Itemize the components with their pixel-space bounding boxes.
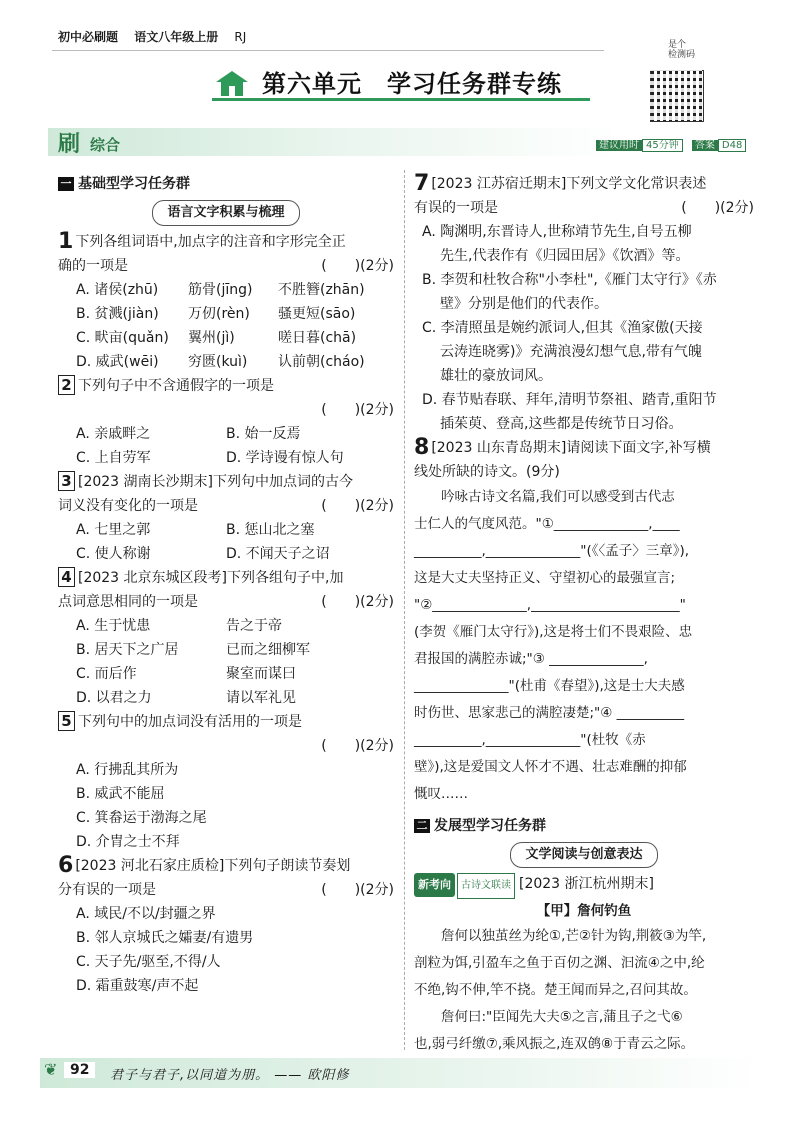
series-name: 初中必刷题: [58, 30, 119, 44]
leaf-icon: ❦: [44, 1060, 58, 1079]
unit-title: 第六单元 学习任务群专练: [262, 70, 562, 98]
book-name: 语文八年级上册: [134, 30, 219, 44]
section-name: 综合: [90, 136, 121, 154]
column-divider: [404, 170, 406, 1050]
fill-in-passage: 吟咏古诗文名篇,我们可以感受到古代志 士仁人的气度风范。"①______________,____ __________,______________"(《〈孟子〉三章》), 这是大丈夫坚持正义、守望初心的最强宣言; "②______________,______________________" (李贺《雁门太守行》),这是将士们不畏艰险、忠 君报国的满腔赤诚;"③ ______________, ______________"(杜甫《春望》),这是士大夫感 时伤世、思家悲己的满腔凄楚;"④ __________ __________,______________"(杜牧《赤 壁》),这是爱国文人怀才不遇、壮志难酬的抑郁 慨叹……: [414, 489, 693, 802]
question-4: 4 [2023 北京东城区段考]下列各组句子中,加 点词意思相同的一项是 ( )(2分) A. 生于忧患 告之于帝 B. 居天下之广居 已而之细柳军 C. 而后作 聚室而谋曰 D. 以君之力 请以军礼见: [58, 568, 394, 706]
edition: RJ: [234, 30, 247, 44]
subheading-2: 文学阅读与创意表达: [414, 842, 754, 868]
section-brush-label: 刷: [58, 132, 81, 157]
house-icon: [212, 68, 252, 98]
time-info: 建议用时 45分钟 答案 D48: [596, 136, 752, 151]
page-number: 92: [64, 1062, 95, 1078]
group-heading-1: 一 基础型学习任务群: [58, 172, 394, 196]
qr-code-overlay: [650, 70, 702, 120]
left-column: [58, 172, 394, 998]
question-3: 3 [2023 湖南长沙期末]下列句中加点词的古今 词义没有变化的一项是 ( )(2分) A. 七里之郭 B. 惩山北之塞 C. 使人称谢 D. 不闻天子之诏: [58, 472, 394, 562]
question-2: 2 下列句子中不含通假字的一项是 ( )(2分) A. 亲戚畔之 B. 始一反焉 C. 上自劳军 D. 学诗谩有惊人句: [58, 374, 394, 470]
footer-quote: 君子与君子,以同道为朋。 —— 欧阳修: [110, 1068, 350, 1083]
qr-label: 是个 检测码: [668, 40, 696, 60]
question-6: 6 [2023 河北石家庄质检]下列句子朗读节奏划 分有误的一项是 ( )(2分) A. 域民/不以/封疆之界 B. 邻人京城氏之孀妻/有遗男 C. 天子先/驱至,不得/人 D. 霜重鼓寒/声不起: [58, 853, 394, 994]
question-7: 7 [2023 江苏宿迁期末]下列文学文化常识表述 有误的一项是 ( )(2分) A. 陶渊明,东晋诗人,世称靖节先生,自号五柳 先生,代表作有《归园田居》《饮酒》等。 B. 李贺和杜牧合称"小李杜",《雁门太守行》《赤 壁》分别是他们的代表作。 C. 李清照虽是婉约派词人,但其《渔家傲(天接 云涛连晓雾)》充满浪漫幻想气息,带有气魄 雄壮的豪放词风。 D. 春节贴春联、拜年,清明节祭祖、踏青,重阳节 插茱萸、登高,这些都是传统节日习俗。: [414, 171, 754, 432]
passage-source: 新考向 古诗文联读 [2023 浙江杭州期末]: [414, 872, 754, 899]
running-header: [58, 28, 258, 45]
question-5: 5 下列句中的加点词没有活用的一项是 ( )(2分) A. 行拂乱其所为 B. 威武不能屈 C. 箕畚运于渤海之尾 D. 介胄之士不拜: [58, 710, 394, 854]
header-rule: [52, 50, 604, 51]
right-column: [414, 172, 754, 1058]
subheading-1: 语言文字积累与梳理: [58, 200, 394, 226]
passage-title: 【甲】詹何钓鱼: [536, 903, 632, 919]
classical-passage: 詹何以独茧丝为纶①,芒②针为钩,荆筱③为竿, 剖粒为饵,引盈车之鱼于百仞之渊、汩流④之中,纶 不绝,钩不伸,竿不挠。楚王闻而异之,召问其故。 詹何曰:"臣闻先大夫⑤之言,蒲且子之弋⑥ 也,弱弓纤缴⑦,乘风振之,连双鸧⑧于青云之际。: [414, 928, 707, 1052]
group-heading-2: 二 发展型学习任务群: [414, 814, 754, 838]
question-1: 1 下列各组词语中,加点字的注音和字形完全正 确的一项是 ( )(2分) A. 诸侯(zhū) 筋骨(jīng) 不胜簪(zhān) B. 贫溅(jiàn) 万仞(rèn) 骚更短(sāo) C. 畎亩(quǎn) 翼州(jì) 嗟日暮(chā) D. 威武(wēi) 穷匮(kuì) 认前朝(cháo): [58, 229, 394, 370]
question-8: 8 [2023 山东青岛期末]请阅读下面文字,补写横 线处所缺的诗文。(9分) 吟咏古诗文名篇,我们可以感受到古代志 士仁人的气度风范。"①______________,____ __________,______________"(《〈孟子〉三章》), 这是大丈夫坚持正义、守望初心的最强宣言; "②______________,______________________" (李贺《雁门太守行》),这是将士们不畏艰险、忠 君报国的满腔赤诚;"③ ______________, ______________"(杜甫《春望》),这是士大夫感 时伤世、思家悲己的满腔凄楚;"④ __________ __________,______________"(杜牧《赤 壁》),这是爱国文人怀才不遇、壮志难酬的抑郁 慨叹……: [414, 436, 754, 808]
